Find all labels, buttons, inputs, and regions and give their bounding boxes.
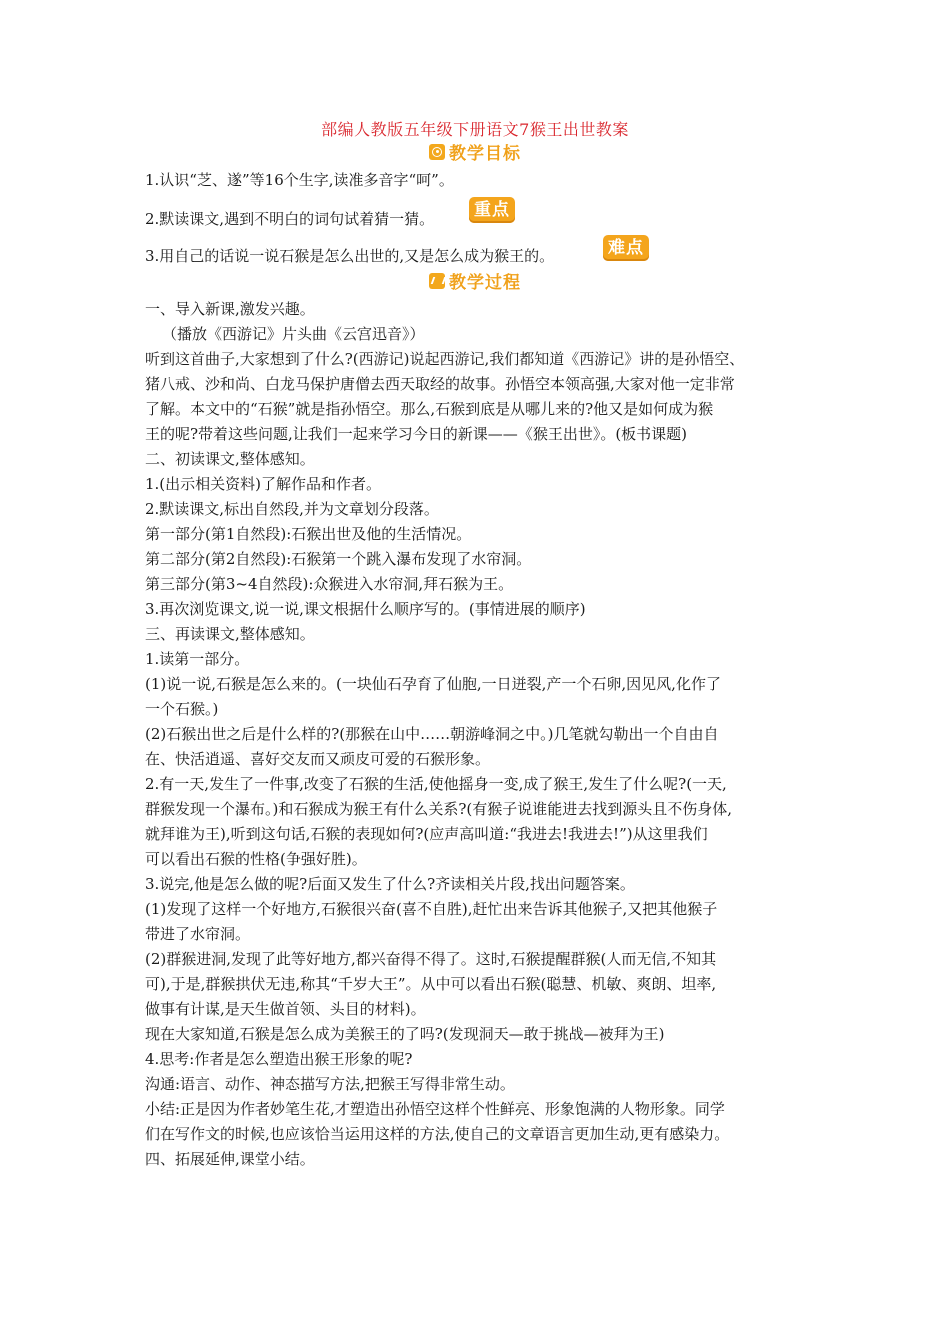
process-line: (1)发现了这样一个好地方,石猴很兴奋(喜不自胜),赶忙出来告诉其他猴子,又把其他猴子 — [145, 900, 718, 918]
process-line: 现在大家知道,石猴是怎么成为美猴王的了吗?(发现洞天—敢于挑战—被拜为王) — [145, 1025, 665, 1043]
process-line: 三、再读课文,整体感知。 — [145, 625, 315, 643]
process-line: 沟通:语言、动作、神态描写方法,把猴王写得非常生动。 — [145, 1075, 515, 1093]
process-line: (2)石猴出世之后是什么样的?(那猴在山中……朝游峰洞之中。)几笔就勾勒出一个自由自 — [145, 725, 719, 743]
process-line: （播放《西游记》片头曲《云宫迅音》） — [162, 325, 425, 343]
process-line: 群猴发现一个瀑布。)和石猴成为猴王有什么关系?(有猴子说谁能进去找到源头且不伤身体, — [145, 800, 733, 818]
process-line: 就拜谁为王),听到这句话,石猴的表现如何?(应声高叫道:“我进去!我进去!”)从这里我们 — [145, 825, 708, 843]
process-line: 第一部分(第1自然段):石猴出世及他的生活情况。 — [145, 525, 472, 543]
process-line: 带进了水帘洞。 — [145, 925, 251, 943]
key-point-badge: 重点 — [469, 197, 515, 223]
process-line: 3.再次浏览课文,说一说,课文根据什么顺序写的。(事情进展的顺序) — [145, 600, 586, 618]
process-line: 做事有计谋,是天生做首领、头目的材料)。 — [145, 1000, 426, 1018]
process-line: 可以看出石猴的性格(争强好胜)。 — [145, 850, 367, 868]
process-line: 在、快活逍遥、喜好交友而又顽皮可爱的石猴形象。 — [145, 750, 491, 768]
process-line: 1.(出示相关资料)了解作品和作者。 — [145, 475, 382, 493]
process-line: 一、导入新课,激发兴趣。 — [145, 300, 315, 318]
process-line: (1)说一说,石猴是怎么来的。(一块仙石孕育了仙胞,一日迸裂,产一个石卵,因见风,化作了 — [145, 675, 721, 693]
process-line: 小结:正是因为作者妙笔生花,才塑造出孙悟空这样个性鲜亮、形象饱满的人物形象。同学 — [145, 1100, 725, 1118]
process-line: 第二部分(第2自然段):石猴第一个跳入瀑布发现了水帘洞。 — [145, 550, 532, 568]
goal-2: 2.默读课文,遇到不明白的词句试着猜一猜。 — [145, 210, 435, 228]
difficult-point-badge: 难点 — [603, 235, 649, 261]
process-line: 2.默读课文,标出自然段,并为文章划分段落。 — [145, 500, 439, 518]
process-line: 3.说完,他是怎么做的呢?后面又发生了什么?齐读相关片段,找出问题答案。 — [145, 875, 635, 893]
goals-heading-text: 教学目标 — [449, 144, 521, 164]
goals-heading — [0, 139, 950, 163]
process-line: 了解。本文中的“石猴”就是指孙悟空。那么,石猴到底是从哪儿来的?他又是如何成为猴 — [145, 400, 714, 418]
target-icon — [429, 144, 445, 160]
process-heading — [0, 268, 950, 292]
process-line: 可),于是,群猴拱伏无违,称其“千岁大王”。从中可以看出石猴(聪慧、机敏、爽朗、坦率, — [145, 975, 717, 993]
goal-3: 3.用自己的话说一说石猴是怎么出世的,又是怎么成为猴王的。 — [145, 247, 555, 265]
goal-1: 1.认识“芝、遂”等16个生字,读准多音字“呵”。 — [145, 171, 454, 189]
process-line: 听到这首曲子,大家想到了什么?(西游记)说起西游记,我们都知道《西游记》讲的是孙悟空、 — [145, 350, 745, 368]
process-line: 四、拓展延伸,课堂小结。 — [145, 1150, 315, 1168]
process-line: 2.有一天,发生了一件事,改变了石猴的生活,使他摇身一变,成了猴王,发生了什么呢?(一天, — [145, 775, 727, 793]
process-line: 第三部分(第3~4自然段):众猴进入水帘洞,拜石猴为王。 — [145, 575, 514, 593]
process-line: (2)群猴进洞,发现了此等好地方,都兴奋得不得了。这时,石猴提醒群猴(人而无信,不知其 — [145, 950, 717, 968]
process-line: 一个石猴。) — [145, 700, 219, 718]
process-line: 们在写作文的时候,也应该恰当运用这样的方法,使自己的文章语言更加生动,更有感染力。 — [145, 1125, 730, 1143]
process-line: 4.思考:作者是怎么塑造出猴王形象的呢? — [145, 1050, 413, 1068]
process-icon — [429, 273, 445, 289]
process-line: 1.读第一部分。 — [145, 650, 250, 668]
process-line: 二、初读课文,整体感知。 — [145, 450, 315, 468]
process-line: 王的呢?带着这些问题,让我们一起来学习今日的新课——《猴王出世》。(板书课题) — [145, 425, 688, 443]
process-line: 猪八戒、沙和尚、白龙马保护唐僧去西天取经的故事。孙悟空本领高强,大家对他一定非常 — [145, 375, 735, 393]
process-heading-text: 教学过程 — [449, 273, 521, 293]
document-title: 部编人教版五年级下册语文7猴王出世教案 — [321, 120, 629, 139]
